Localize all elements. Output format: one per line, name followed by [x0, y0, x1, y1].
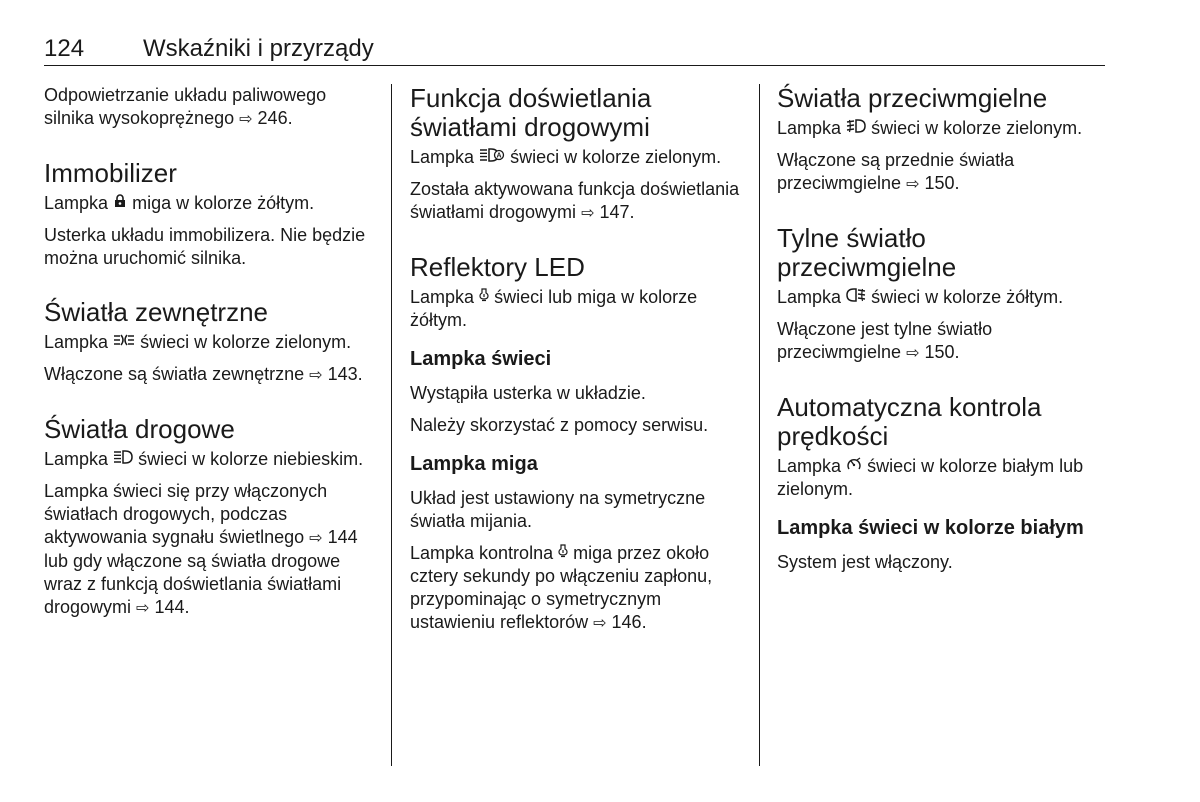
column-1 [44, 84, 379, 629]
reference-arrow-icon: ⇨ [309, 367, 323, 384]
column-divider [759, 84, 760, 766]
section-title-front-fog: Światła przeciwmgielne [777, 83, 1048, 113]
paragraph: Lampka świeci lub miga w kolorze żółtym. [410, 287, 698, 330]
subsection-title-lamp-on: Lampka świeci [410, 348, 552, 370]
section-title-led-headlights: Reflektory LED [410, 252, 585, 282]
column-divider [391, 84, 392, 766]
paragraph: Lampka kontrolna miga przez około cztery sekundy po włączeniu zapłonu, przypominając o symetrycznym ustawieniu reflektorów ⇨ 146. [410, 543, 713, 632]
column-2 [410, 84, 745, 644]
exterior-lights-icon [113, 331, 135, 354]
reference-arrow-icon: ⇨ [239, 111, 253, 128]
paragraph: Usterka układu immobilizera. Nie będzie można uruchomić silnika. [44, 225, 366, 268]
page-reference: 143. [327, 364, 363, 384]
paragraph: Lampka świeci w kolorze żółtym. [777, 287, 1064, 307]
paragraph: Lampka świeci się przy włączonych światłach drogowych, podczas aktywowania sygnału świetlnego ⇨ 144 lub gdy włączone są światła drogowe wraz z funkcją doświetlania światłami drogowymi ⇨ 144. [44, 481, 358, 617]
section-title-immobilizer: Immobilizer [44, 158, 177, 188]
led-headlight-icon [558, 542, 568, 565]
paragraph: Lampka świeci w kolorze białym lub zielonym. [777, 456, 1084, 499]
page-reference: 150. [924, 173, 960, 193]
paragraph: Włączone są światła zewnętrzne ⇨ 143. [44, 364, 363, 384]
svg-text:A: A [496, 152, 502, 160]
column-3 [777, 84, 1097, 583]
reference-arrow-icon: ⇨ [906, 176, 920, 193]
section-title-high-beam: Światła drogowe [44, 414, 235, 444]
page-reference: 147. [599, 202, 635, 222]
header-rule [44, 65, 1105, 66]
paragraph: System jest włączony. [777, 552, 953, 572]
page-title: Wskaźniki i przyrządy [143, 35, 374, 62]
page-reference: 146. [611, 612, 647, 632]
section-title-high-beam-assist: Funkcja doświetlania światłami drogowymi [410, 83, 652, 142]
page-number: 124 [44, 35, 85, 62]
section-title-exterior-lights: Światła zewnętrzne [44, 297, 268, 327]
reference-arrow-icon: ⇨ [593, 615, 607, 632]
paragraph: Należy skorzystać z pomocy serwisu. [410, 415, 709, 435]
cruise-control-icon [846, 455, 862, 478]
paragraph: Włączone są przednie światła przeciwmgielne ⇨ 150. [777, 150, 1015, 193]
page-reference: 144. [154, 597, 190, 617]
page-reference: 144 [327, 527, 358, 547]
subsection-title-lamp-flashing: Lampka miga [410, 453, 538, 475]
high-beam-assist-icon [479, 146, 505, 169]
page-reference: 150. [924, 342, 960, 362]
paragraph: Lampka świeci w kolorze zielonym. [777, 118, 1083, 138]
immobilizer-lock-icon [113, 192, 127, 215]
led-headlight-icon [479, 286, 489, 309]
section-title-rear-fog: Tylne światło przeciwmgielne [777, 223, 957, 282]
reference-arrow-icon: ⇨ [136, 600, 150, 617]
reference-arrow-icon: ⇨ [906, 345, 920, 362]
paragraph: Została aktywowana funkcja doświetlania światłami drogowymi ⇨ 147. [410, 179, 740, 222]
page-header [44, 34, 1105, 64]
reference-arrow-icon: ⇨ [581, 205, 595, 222]
subsection-title-white: Lampka świeci w kolorze białym [777, 517, 1084, 539]
paragraph: Układ jest ustawiony na symetryczne światła mijania. [410, 488, 706, 531]
section-title-cruise-control: Automatyczna kontrola prędkości [777, 392, 1042, 451]
paragraph: Wystąpiła usterka w układzie. [410, 383, 646, 403]
intro-paragraph: Odpowietrzanie układu paliwowego silnika wysokoprężnego ⇨ 246. [44, 85, 327, 128]
high-beam-icon [113, 448, 133, 471]
paragraph: Lampka świeci w kolorze zielonym. [44, 332, 352, 352]
paragraph: Lampka miga w kolorze żółtym. [44, 193, 315, 213]
paragraph: Włączone jest tylne światło przeciwmgielne ⇨ 150. [777, 319, 993, 362]
page-reference: 246. [257, 108, 293, 128]
front-fog-light-icon [846, 117, 866, 140]
rear-fog-light-icon [846, 286, 866, 309]
paragraph: Lampka A świeci w kolorze zielonym. [410, 147, 722, 167]
paragraph: Lampka świeci w kolorze niebieskim. [44, 449, 364, 469]
reference-arrow-icon: ⇨ [309, 530, 323, 547]
